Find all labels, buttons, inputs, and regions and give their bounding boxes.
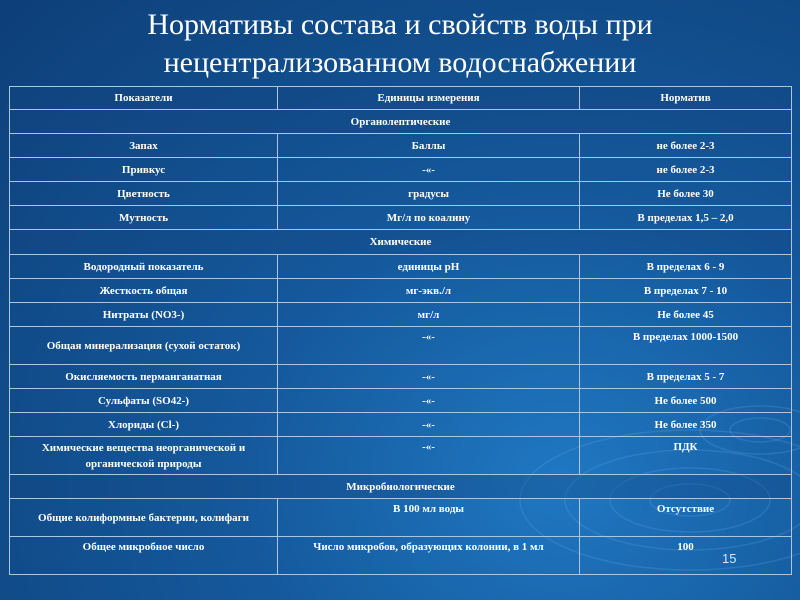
units-cell: Число микробов, образующих колонии, в 1 мл xyxy=(278,537,580,575)
units-cell: -«- xyxy=(278,437,580,475)
table-row xyxy=(10,206,792,230)
norm-cell: В пределах 1000-1500 xyxy=(580,327,792,365)
table-row xyxy=(10,279,792,303)
units-cell: градусы xyxy=(278,182,580,206)
indicator-cell: Водородный показатель xyxy=(10,255,278,279)
norm-cell: Не более 45 xyxy=(580,303,792,327)
norm-cell: Отсутствие xyxy=(580,499,792,537)
indicator-cell: Общие колиформные бактерии, колифаги xyxy=(10,499,278,537)
indicator-cell: Запах xyxy=(10,134,278,158)
norm-cell: В пределах 7 - 10 xyxy=(580,279,792,303)
units-cell: -«- xyxy=(278,327,580,365)
section-title: Органолептические xyxy=(10,110,792,134)
norm-cell: Не более 500 xyxy=(580,389,792,413)
indicator-cell: Мутность xyxy=(10,206,278,230)
units-cell: мг-экв./л xyxy=(278,279,580,303)
table-row xyxy=(10,158,792,182)
units-cell: -«- xyxy=(278,413,580,437)
indicator-cell: Окисляемость перманганатная xyxy=(10,365,278,389)
section-header-microbiological xyxy=(10,475,792,499)
slide-number: 15 xyxy=(722,551,737,566)
units-cell: единицы рН xyxy=(278,255,580,279)
norm-cell: ПДК xyxy=(580,437,792,475)
table-row xyxy=(10,499,792,537)
norm-cell: не более 2-3 xyxy=(580,158,792,182)
indicator-cell: Химические вещества неорганической и органической природы xyxy=(10,437,278,475)
units-cell: Мг/л по коалину xyxy=(278,206,580,230)
indicator-cell: Нитраты (NO3-) xyxy=(10,303,278,327)
indicator-cell: Сульфаты (SO42-) xyxy=(10,389,278,413)
table-row xyxy=(10,365,792,389)
slide-title-line-2: нецентрализованном водоснабжении xyxy=(163,46,637,79)
section-title: Микробиологические xyxy=(10,475,792,499)
units-cell: -«- xyxy=(278,389,580,413)
table-header-row xyxy=(10,87,792,110)
table-row xyxy=(10,134,792,158)
indicator-cell: Цветность xyxy=(10,182,278,206)
table-row xyxy=(10,413,792,437)
norm-cell: В пределах 6 - 9 xyxy=(580,255,792,279)
column-header-units: Единицы измерения xyxy=(278,87,580,110)
slide-title-line-1: Нормативы состава и свойств воды при xyxy=(147,8,653,41)
indicator-cell: Хлориды (Cl-) xyxy=(10,413,278,437)
table-row xyxy=(10,437,792,475)
norm-cell: 100 xyxy=(580,537,792,575)
indicator-cell: Общее микробное число xyxy=(10,537,278,575)
indicator-cell: Жесткость общая xyxy=(10,279,278,303)
units-cell: Баллы xyxy=(278,134,580,158)
column-header-indicator: Показатели xyxy=(10,87,278,110)
units-cell: В 100 мл воды xyxy=(278,499,580,537)
norm-cell: не более 2-3 xyxy=(580,134,792,158)
norm-cell: Не более 350 xyxy=(580,413,792,437)
section-header-organoleptic xyxy=(10,110,792,134)
units-cell: мг/л xyxy=(278,303,580,327)
units-cell: -«- xyxy=(278,365,580,389)
units-cell: -«- xyxy=(278,158,580,182)
slide-title xyxy=(0,6,800,82)
water-norms-table xyxy=(9,86,792,575)
section-title: Химические xyxy=(10,230,792,255)
table-row xyxy=(10,389,792,413)
section-header-chemical xyxy=(10,230,792,255)
table-row xyxy=(10,255,792,279)
table-row xyxy=(10,327,792,365)
indicator-cell: Общая минерализация (сухой остаток) xyxy=(10,327,278,365)
norm-cell: В пределах 1,5 – 2,0 xyxy=(580,206,792,230)
table-row xyxy=(10,303,792,327)
column-header-norm: Норматив xyxy=(580,87,792,110)
table-row xyxy=(10,537,792,575)
norm-cell: В пределах 5 - 7 xyxy=(580,365,792,389)
table-row xyxy=(10,182,792,206)
indicator-cell: Привкус xyxy=(10,158,278,182)
norm-cell: Не более 30 xyxy=(580,182,792,206)
